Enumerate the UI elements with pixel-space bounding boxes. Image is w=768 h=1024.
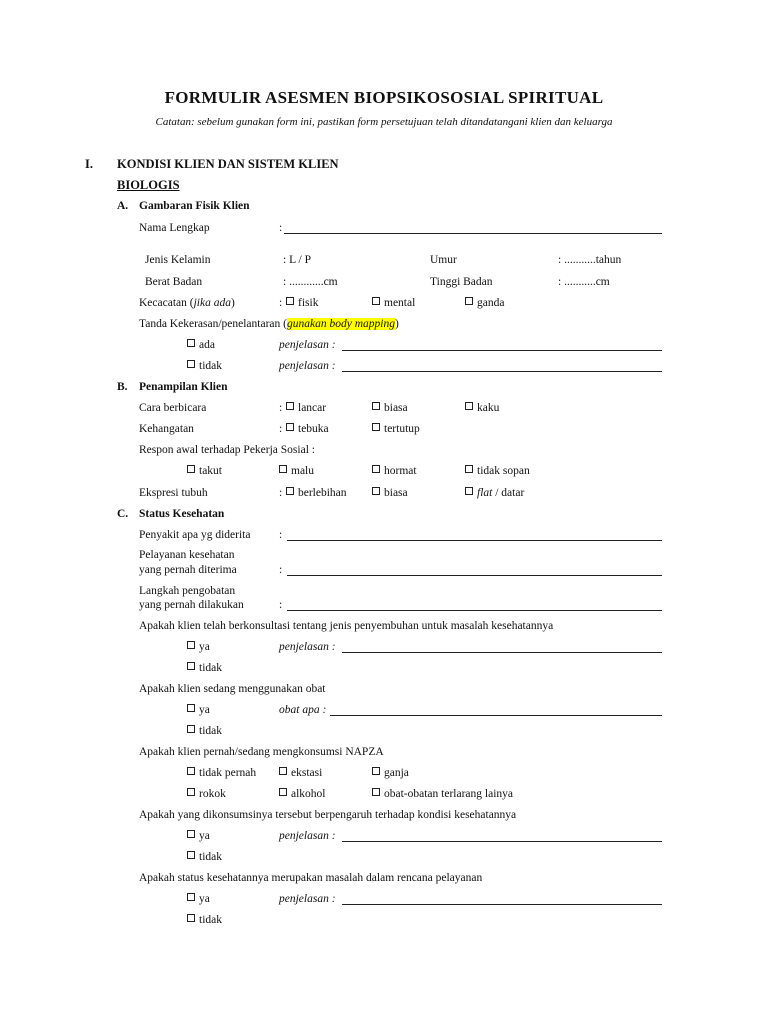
kekerasan-label: Tanda Kekerasan/penelantaran (gunakan body mapping) xyxy=(139,318,399,330)
checkbox-berlebihan[interactable]: berlebihan xyxy=(286,486,347,500)
penyakit-label: Penyakit apa yg diderita xyxy=(139,529,251,541)
section-c-letter: C. xyxy=(117,508,129,520)
checkbox-hormat[interactable]: hormat xyxy=(372,464,417,478)
body-mapping-highlight: gunakan body mapping xyxy=(286,318,395,330)
langkah-field[interactable] xyxy=(287,610,662,611)
colon: : xyxy=(279,529,283,541)
checkbox-icon xyxy=(187,641,195,649)
ekspresi-label: Ekspresi tubuh xyxy=(139,487,208,499)
checkbox-icon xyxy=(286,297,294,305)
kecacatan-colon: : xyxy=(279,297,283,309)
checkbox-tidak[interactable]: tidak xyxy=(187,913,222,927)
section-c-title: Status Kesehatan xyxy=(139,508,225,520)
checkbox-malu[interactable]: malu xyxy=(279,464,314,478)
checkbox-icon xyxy=(187,725,195,733)
obat-apa-label: obat apa : xyxy=(279,704,327,716)
checkbox-tidak[interactable]: tidak xyxy=(187,661,222,675)
section-b-title: Penampilan Klien xyxy=(139,381,228,393)
checkbox-icon xyxy=(372,402,380,410)
nama-colon: : xyxy=(279,222,283,234)
penjelasan-ada-field[interactable] xyxy=(342,350,662,351)
colon: : xyxy=(279,564,283,576)
umur-value[interactable]: : ...........tahun xyxy=(558,254,622,266)
checkbox-icon xyxy=(465,487,473,495)
form-note: Catatan: sebelum gunakan form ini, pastikan form persetujuan telah ditandatangani klien dan keluarga xyxy=(155,116,613,128)
checkbox-icon xyxy=(279,767,287,775)
nama-field[interactable] xyxy=(284,233,662,234)
checkbox-icon xyxy=(372,487,380,495)
jenis-kelamin-value[interactable]: : L / P xyxy=(283,254,312,266)
jenis-kelamin-label: Jenis Kelamin xyxy=(145,254,211,266)
pelayanan-field[interactable] xyxy=(287,575,662,576)
umur-label: Umur xyxy=(430,254,457,266)
checkbox-icon xyxy=(187,704,195,712)
penjelasan-field[interactable] xyxy=(342,904,662,905)
checkbox-rokok[interactable]: rokok xyxy=(187,787,226,801)
obat-apa-field[interactable] xyxy=(330,715,662,716)
checkbox-tidak-sopan[interactable]: tidak sopan xyxy=(465,464,530,478)
question-pengaruh: Apakah yang dikonsumsinya tersebut berpengaruh terhadap kondisi kesehatannya xyxy=(139,809,517,821)
checkbox-icon xyxy=(372,788,380,796)
checkbox-ya[interactable]: ya xyxy=(187,829,210,843)
penjelasan-label: penjelasan : xyxy=(279,360,336,372)
checkbox-alkohol[interactable]: alkohol xyxy=(279,787,326,801)
colon: : xyxy=(279,423,283,435)
tinggi-badan-value[interactable]: : ...........cm xyxy=(558,276,610,288)
checkbox-kaku[interactable]: kaku xyxy=(465,401,499,415)
checkbox-icon xyxy=(279,788,287,796)
checkbox-icon xyxy=(465,465,473,473)
langkah-label-line1: Langkah pengobatan xyxy=(139,585,236,597)
penjelasan-field[interactable] xyxy=(342,841,662,842)
checkbox-icon xyxy=(187,788,195,796)
checkbox-icon xyxy=(187,465,195,473)
question-obat: Apakah klien sedang menggunakan obat xyxy=(139,683,326,695)
langkah-label-line2: yang pernah dilakukan xyxy=(139,599,244,611)
checkbox-ya[interactable]: ya xyxy=(187,640,210,654)
question-konsultasi: Apakah klien telah berkonsultasi tentang jenis penyembuhan untuk masalah kesehatannya xyxy=(139,620,554,632)
section-number: I. xyxy=(85,157,93,171)
kecacatan-label: Kecacatan (jika ada) xyxy=(139,297,235,309)
section-title: KONDISI KLIEN DAN SISTEM KLIEN xyxy=(117,157,339,171)
penjelasan-tidak-field[interactable] xyxy=(342,371,662,372)
checkbox-icon xyxy=(279,465,287,473)
checkbox-takut[interactable]: takut xyxy=(187,464,222,478)
checkbox-icon xyxy=(286,487,294,495)
pelayanan-label-line2: yang pernah diterima xyxy=(139,564,237,576)
checkbox-obat-terlarang[interactable]: obat-obatan terlarang lainya xyxy=(372,787,513,801)
checkbox-icon xyxy=(372,297,380,305)
penyakit-field[interactable] xyxy=(287,540,662,541)
checkbox-icon xyxy=(286,402,294,410)
checkbox-lancar[interactable]: lancar xyxy=(286,401,326,415)
penjelasan-label: penjelasan : xyxy=(279,830,336,842)
pelayanan-label-line1: Pelayanan kesehatan xyxy=(139,549,235,561)
checkbox-tidak-pernah[interactable]: tidak pernah xyxy=(187,766,256,780)
checkbox-tebuka[interactable]: tebuka xyxy=(286,422,329,436)
checkbox-icon xyxy=(465,402,473,410)
checkbox-icon xyxy=(286,423,294,431)
checkbox-mental[interactable]: mental xyxy=(372,296,415,310)
nama-label: Nama Lengkap xyxy=(139,222,210,234)
checkbox-ya[interactable]: ya xyxy=(187,892,210,906)
checkbox-tidak[interactable]: tidak xyxy=(187,850,222,864)
checkbox-icon xyxy=(187,851,195,859)
tinggi-badan-label: Tinggi Badan xyxy=(430,276,493,288)
subsection-biologis: BIOLOGIS xyxy=(117,178,180,192)
checkbox-tidak[interactable]: tidak xyxy=(187,724,222,738)
question-rencana: Apakah status kesehatannya merupakan masalah dalam rencana pelayanan xyxy=(139,872,483,884)
cara-berbicara-label: Cara berbicara xyxy=(139,402,207,414)
checkbox-icon xyxy=(187,893,195,901)
checkbox-ganda[interactable]: ganda xyxy=(465,296,504,310)
colon: : xyxy=(279,599,283,611)
checkbox-biasa-ekspresi[interactable]: biasa xyxy=(372,486,408,500)
checkbox-icon xyxy=(465,297,473,305)
checkbox-fisik[interactable]: fisik xyxy=(286,296,318,310)
penjelasan-label: penjelasan : xyxy=(279,641,336,653)
checkbox-icon xyxy=(372,423,380,431)
colon: : xyxy=(279,487,283,499)
checkbox-ya[interactable]: ya xyxy=(187,703,210,717)
checkbox-icon xyxy=(187,830,195,838)
checkbox-icon xyxy=(187,360,195,368)
penjelasan-label: penjelasan : xyxy=(279,339,336,351)
form-title: FORMULIR ASESMEN BIOPSIKOSOSIAL SPIRITUAL xyxy=(164,88,604,107)
section-b-letter: B. xyxy=(117,381,128,393)
respon-label: Respon awal terhadap Pekerja Sosial : xyxy=(139,444,315,456)
checkbox-tertutup[interactable]: tertutup xyxy=(372,422,420,436)
checkbox-biasa[interactable]: biasa xyxy=(372,401,408,415)
checkbox-flat-datar[interactable]: flat / datar xyxy=(465,486,524,500)
penjelasan-label: penjelasan : xyxy=(279,893,336,905)
section-a-letter: A. xyxy=(117,200,129,212)
berat-badan-label: Berat Badan xyxy=(145,276,203,288)
checkbox-icon xyxy=(187,339,195,347)
penjelasan-field[interactable] xyxy=(342,652,662,653)
checkbox-ekstasi[interactable]: ekstasi xyxy=(279,766,322,780)
section-a-title: Gambaran Fisik Klien xyxy=(139,200,250,212)
kehangatan-label: Kehangatan xyxy=(139,423,194,435)
checkbox-icon xyxy=(372,767,380,775)
checkbox-ganja[interactable]: ganja xyxy=(372,766,409,780)
checkbox-icon xyxy=(187,914,195,922)
checkbox-icon xyxy=(372,465,380,473)
checkbox-icon xyxy=(187,767,195,775)
question-napza: Apakah klien pernah/sedang mengkonsumsi NAPZA xyxy=(139,746,384,758)
checkbox-ada[interactable]: ada xyxy=(187,338,215,352)
colon: : xyxy=(279,402,283,414)
berat-badan-value[interactable]: : ............cm xyxy=(283,276,338,288)
checkbox-tidak[interactable]: tidak xyxy=(187,359,222,373)
checkbox-icon xyxy=(187,662,195,670)
